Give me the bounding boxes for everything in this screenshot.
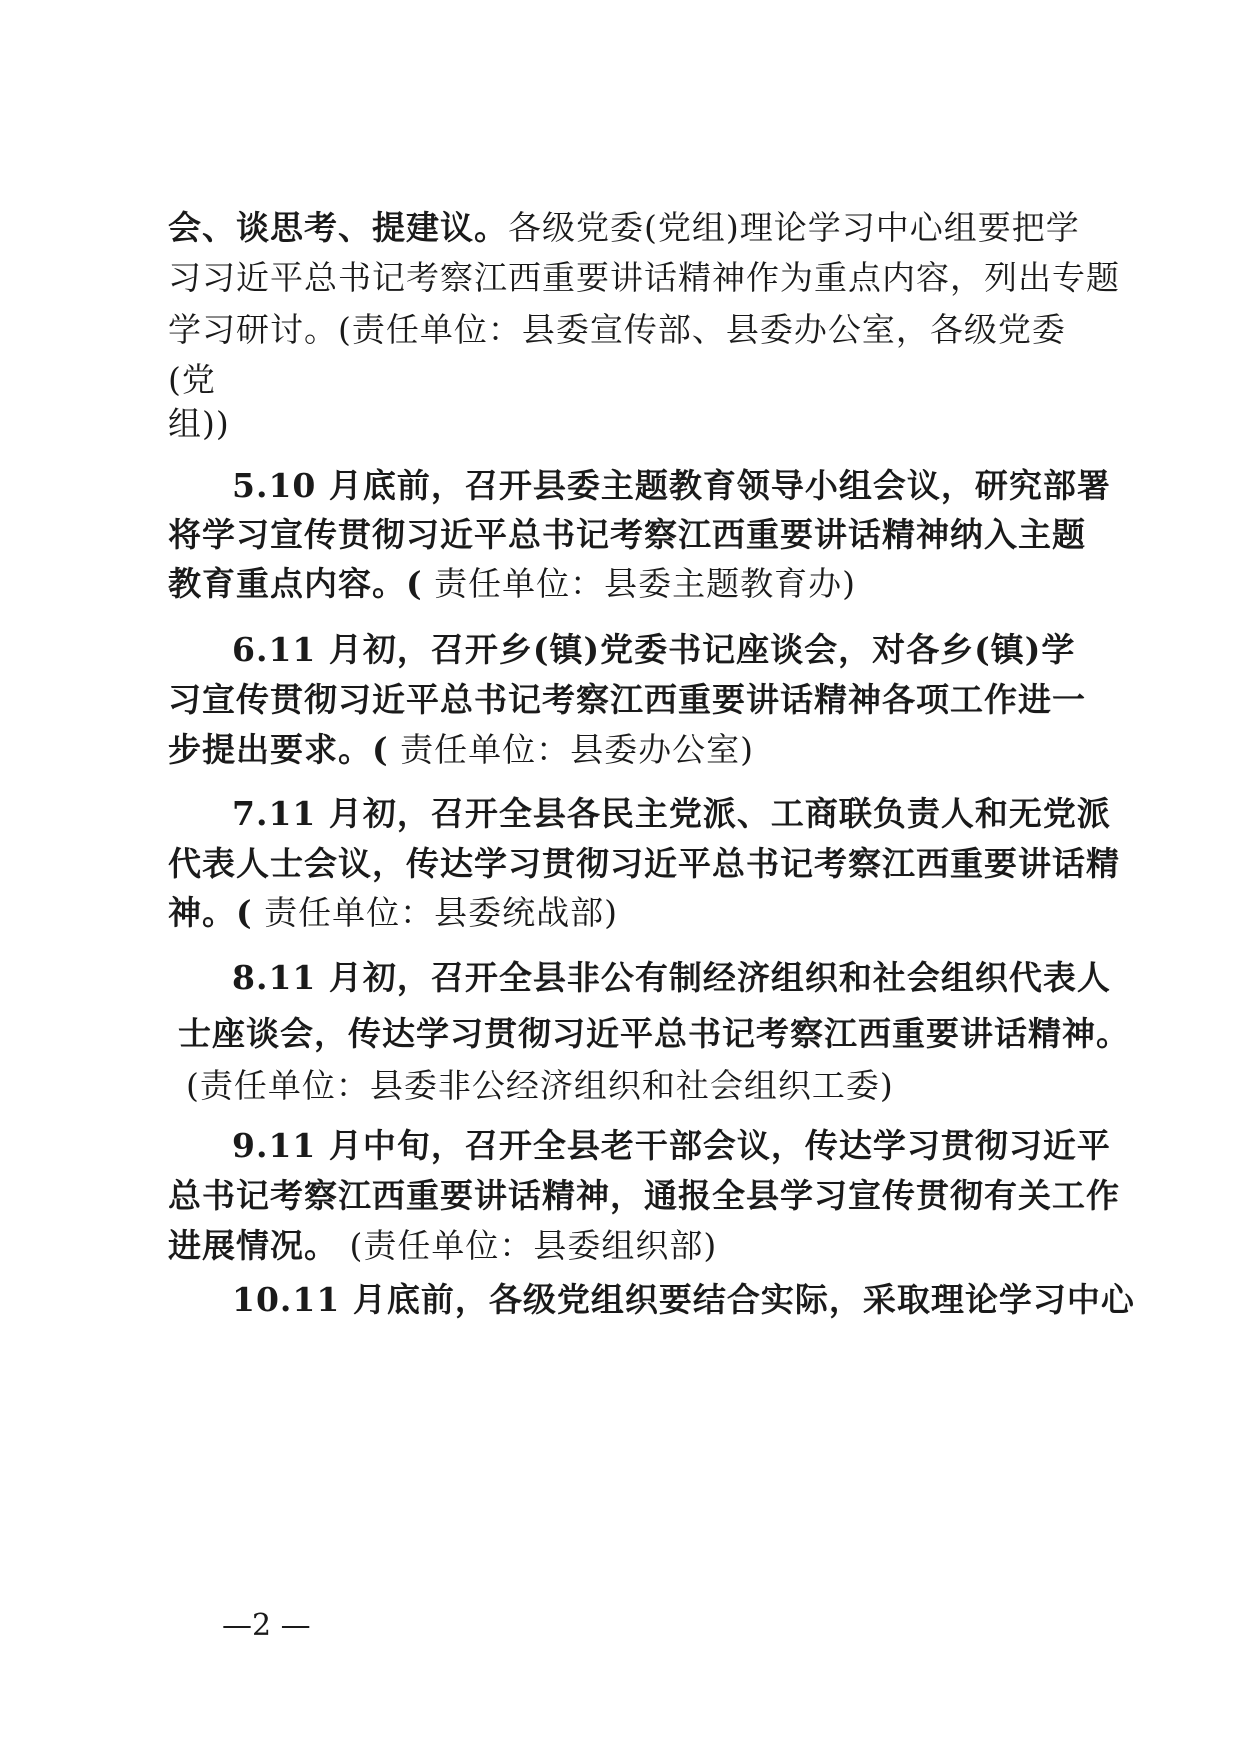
paragraph-7-line-3: [168, 893, 1088, 933]
paragraph-4-line-1: [168, 208, 1088, 248]
paragraph-4-text: 各级党委(党组)理论学习中心组要把学: [508, 208, 1080, 247]
paragraph-7-line-2: 代表人士会议，传达学习贯彻习近平总书记考察江西重要讲话精: [168, 844, 1120, 883]
paragraph-5-bold-tail: 教育重点内容。(: [168, 564, 423, 603]
paragraph-4-line-2: 习习近平总书记考察江西重要讲话精神作为重点内容，列出专题: [168, 258, 1120, 297]
paragraph-7-bold-tail: 神。(: [168, 893, 253, 932]
paragraph-7-responsible: 责任单位：县委统战部): [252, 893, 618, 932]
paragraph-5-responsible: 责任单位：县委主题教育办): [422, 564, 856, 603]
paragraph-8-line-2: 士座谈会，传达学习贯彻习近平总书记考察江西重要讲话精神。: [178, 1014, 1130, 1053]
paragraph-5-line-3: [168, 564, 1088, 604]
page-number: —2 —: [222, 1608, 311, 1643]
paragraph-5-line-1: 5.10 月底前，召开县委主题教育领导小组会议，研究部署: [232, 466, 1111, 505]
paragraph-6-line-1: 6.11 月初，召开乡(镇)党委书记座谈会，对各乡(镇)学: [232, 630, 1076, 669]
paragraph-9-bold-tail: 进展情况。: [168, 1226, 338, 1265]
paragraph-4-line-3: 学习研讨。(责任单位：县委宣传部、县委办公室，各级党委: [168, 310, 1066, 349]
paragraph-6-line-2: 习宣传贯彻习近平总书记考察江西重要讲话精神各项工作进一: [168, 680, 1086, 719]
paragraph-4-bold-lead: 会、谈思考、提建议。: [168, 208, 508, 247]
paragraph-8-line-3: (责任单位：县委非公经济组织和社会组织工委): [186, 1066, 894, 1105]
paragraph-7-line-1: 7.11 月初，召开全县各民主党派、工商联负责人和无党派: [232, 794, 1111, 833]
paragraph-9-line-3: [168, 1226, 1088, 1266]
paragraph-5-line-2: 将学习宣传贯彻习近平总书记考察江西重要讲话精神纳入主题: [168, 515, 1086, 554]
paragraph-6-line-3: [168, 730, 1088, 770]
paragraph-6-responsible: 责任单位：县委办公室): [388, 730, 754, 769]
paragraph-9-line-2: 总书记考察江西重要讲话精神，通报全县学习宣传贯彻有关工作: [168, 1176, 1120, 1215]
paragraph-6-bold-tail: 步提出要求。(: [168, 730, 389, 769]
paragraph-9-responsible: (责任单位：县委组织部): [338, 1226, 718, 1265]
paragraph-8-line-1: 8.11 月初，召开全县非公有制经济组织和社会组织代表人: [232, 958, 1111, 997]
paragraph-4-line-4: (党: [168, 360, 216, 399]
paragraph-4-line-5: 组)): [168, 404, 230, 443]
paragraph-9-line-1: 9.11 月中旬，召开全县老干部会议，传达学习贯彻习近平: [232, 1126, 1111, 1165]
paragraph-10-line-1: 10.11 月底前，各级党组织要结合实际，采取理论学习中心: [232, 1280, 1135, 1319]
